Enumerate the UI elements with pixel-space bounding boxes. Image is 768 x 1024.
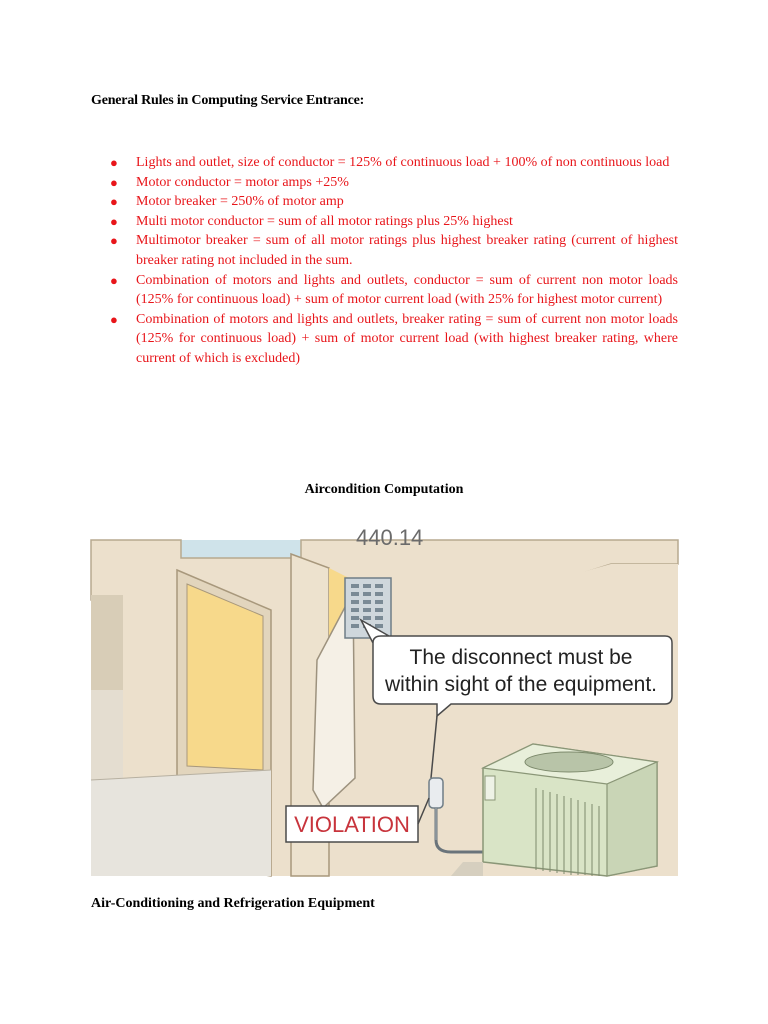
list-item: ● Combination of motors and lights and outlets, breaker rating = sum of current non motor loads (125% for continuous load) + sum of motor current load (with highest breaker rating, where current of which is excluded): [110, 311, 678, 366]
list-item: ● Combination of motors and lights and outlets, conductor = sum of current non motor loads (125% for continuous load) + sum of motor current load (with 25% for highest motor current): [110, 272, 678, 308]
bullet-icon: ●: [110, 233, 118, 249]
rules-list: [107, 153, 678, 369]
section-heading: General Rules in Computing Service Entrance:: [91, 93, 365, 108]
list-item: ● Multi motor conductor = sum of all motor ratings plus 25% highest: [107, 212, 678, 232]
callout-line-1: The disconnect must be: [409, 646, 633, 669]
list-item: ● Motor conductor = motor amps +25%: [107, 173, 678, 193]
list-item: ● Motor breaker = 250% of motor amp: [107, 192, 678, 212]
disconnect-switch: [429, 778, 443, 808]
disconnect-illustration: [91, 525, 678, 876]
floor: [91, 770, 271, 876]
bullet-icon: ●: [110, 272, 118, 288]
fan-grille: [525, 752, 613, 772]
callout-line-2: within sight of the equipment.: [385, 673, 657, 696]
figure-heading: Aircondition Computation: [304, 482, 464, 497]
ac-unit: [483, 744, 657, 876]
list-item: ● Multimotor breaker = sum of all motor ratings plus highest breaker rating (current of highest breaker rating not included in the sum.: [110, 233, 678, 268]
bullet-icon: ●: [110, 174, 118, 190]
bullet-icon: ●: [110, 311, 118, 327]
bullet-icon: ●: [110, 213, 118, 229]
door-panel: [187, 584, 263, 770]
code-reference: 440.14: [356, 525, 424, 550]
bullet-icon: ●: [110, 155, 118, 170]
bottom-heading: Air-Conditioning and Refrigeration Equipment: [91, 896, 375, 911]
bullet-icon: ●: [110, 194, 118, 210]
violation-label: VIOLATION: [294, 812, 410, 837]
list-item: ● Lights and outlet, size of conductor = 125% of continuous load + 100% of non continuous load: [107, 153, 678, 173]
